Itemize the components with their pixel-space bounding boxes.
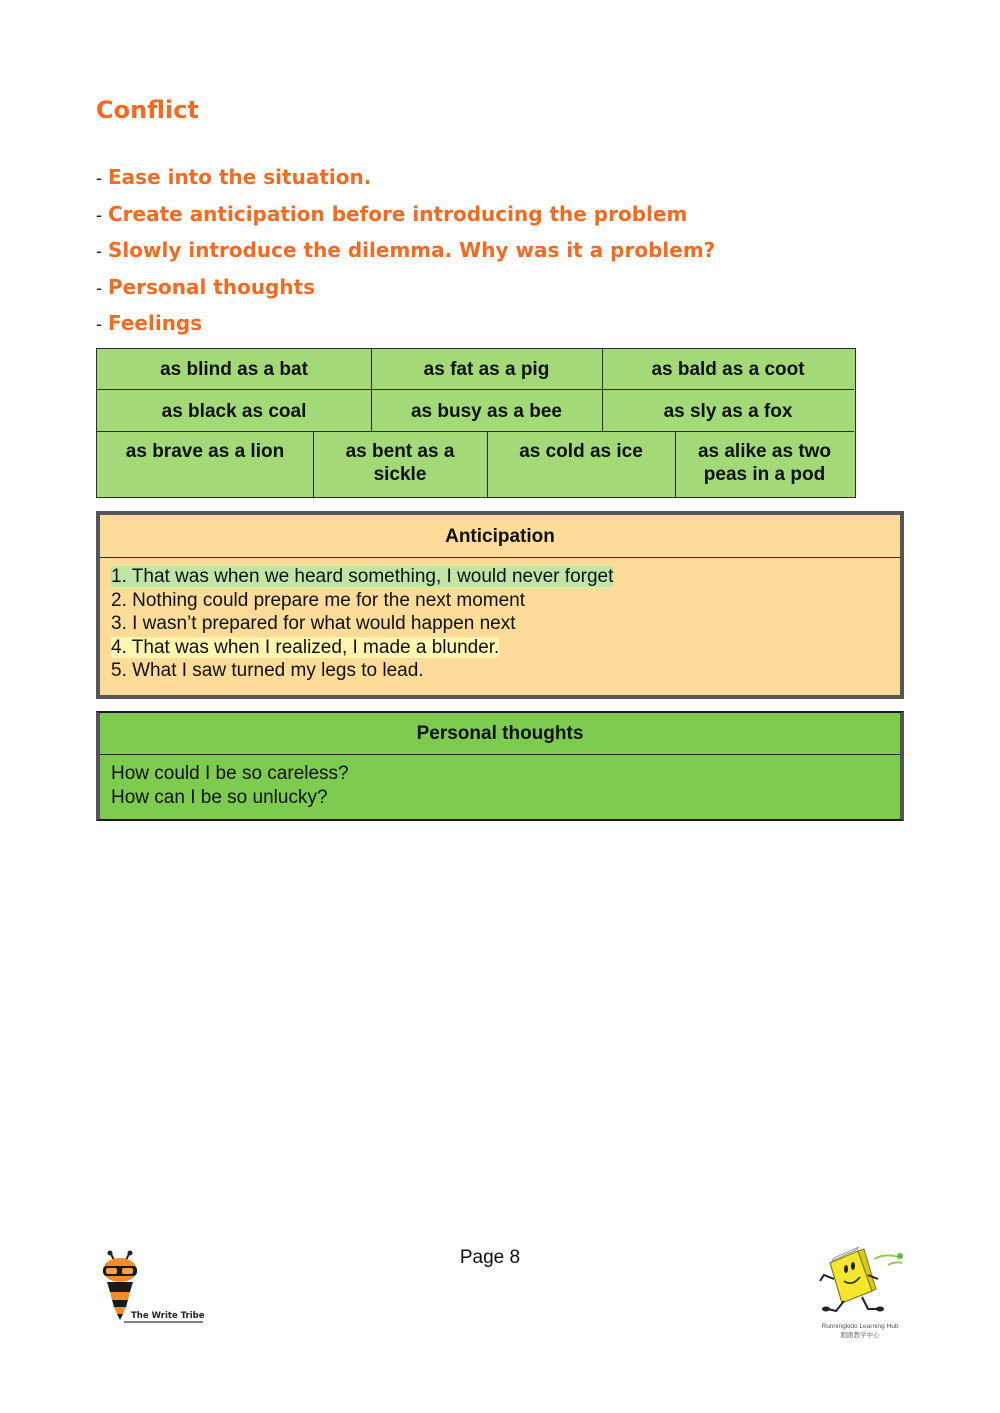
simile-cell: as cold as ice (519, 441, 643, 462)
anticipation-title: Anticipation (100, 515, 900, 558)
bullet-marker: - (96, 277, 102, 298)
tip-text: Create anticipation before introducing the problem (108, 201, 688, 226)
anticipation-item: 1. That was when we heard something, I would never forget (111, 566, 614, 587)
runningkido-logo (812, 1245, 908, 1343)
tip-text: Personal thoughts (108, 274, 316, 299)
anticipation-item: 4. That was when I realized, I made a blunder. (111, 636, 500, 658)
anticipation-item: 2. Nothing could prepare me for the next moment (111, 589, 526, 611)
list-item: How could I be so careless? (111, 763, 349, 784)
logo-subtext: 跑跑教学中心 (840, 1332, 880, 1339)
simile-cell: as bald as a coot (651, 359, 805, 380)
list-item (96, 310, 715, 347)
simile-cell: as blind as a bat (160, 359, 308, 380)
simile-cell: as sly as a fox (663, 400, 793, 422)
simile-cell: as brave as a lion (125, 441, 285, 462)
anticipation-item: 3. I wasn’t prepared for what would happen next (111, 613, 516, 634)
anticipation-item: 5. What I saw turned my legs to lead. (111, 660, 424, 681)
page-number: Page 8 (459, 1247, 521, 1268)
personal-thoughts-title: Personal thoughts (100, 713, 900, 755)
simile-cell: as alike as two peas in a pod (697, 441, 832, 485)
bullet-marker: - (96, 168, 102, 188)
list-item (111, 659, 900, 683)
simile-cell: as bent as a sickle (345, 441, 455, 485)
list-item (96, 274, 715, 311)
personal-thoughts-list (100, 755, 900, 809)
list-item (111, 565, 900, 589)
list-item (111, 589, 900, 613)
tip-text: Feelings (108, 311, 203, 335)
write-tribe-logo (98, 1250, 208, 1330)
anticipation-box (96, 511, 904, 699)
bullet-marker: - (96, 204, 102, 225)
running-book-icon (812, 1245, 908, 1323)
bullet-marker: - (96, 314, 102, 334)
similes-table (96, 348, 856, 498)
logo-text: Runningkido Learning Hub (821, 1323, 899, 1330)
simile-cell: as busy as a bee (410, 400, 563, 422)
list-item (96, 164, 715, 201)
tip-text: Slowly introduce the dilemma. Why was it a problem? (108, 238, 716, 262)
anticipation-list (100, 558, 900, 683)
list-item (111, 636, 900, 660)
logo-text: The Write Tribe (131, 1311, 205, 1321)
list-item (96, 237, 715, 274)
simile-cell: as fat as a pig (423, 359, 550, 380)
personal-thoughts-box (96, 711, 904, 821)
list-item (96, 201, 715, 238)
section-heading: Conflict (96, 96, 199, 124)
tips-list (96, 164, 715, 347)
list-item (111, 612, 900, 636)
bullet-marker: - (96, 241, 102, 261)
list-item: How can I be so unlucky? (111, 786, 328, 808)
tip-text: Ease into the situation. (108, 165, 372, 189)
simile-cell: as black as coal (161, 400, 307, 422)
